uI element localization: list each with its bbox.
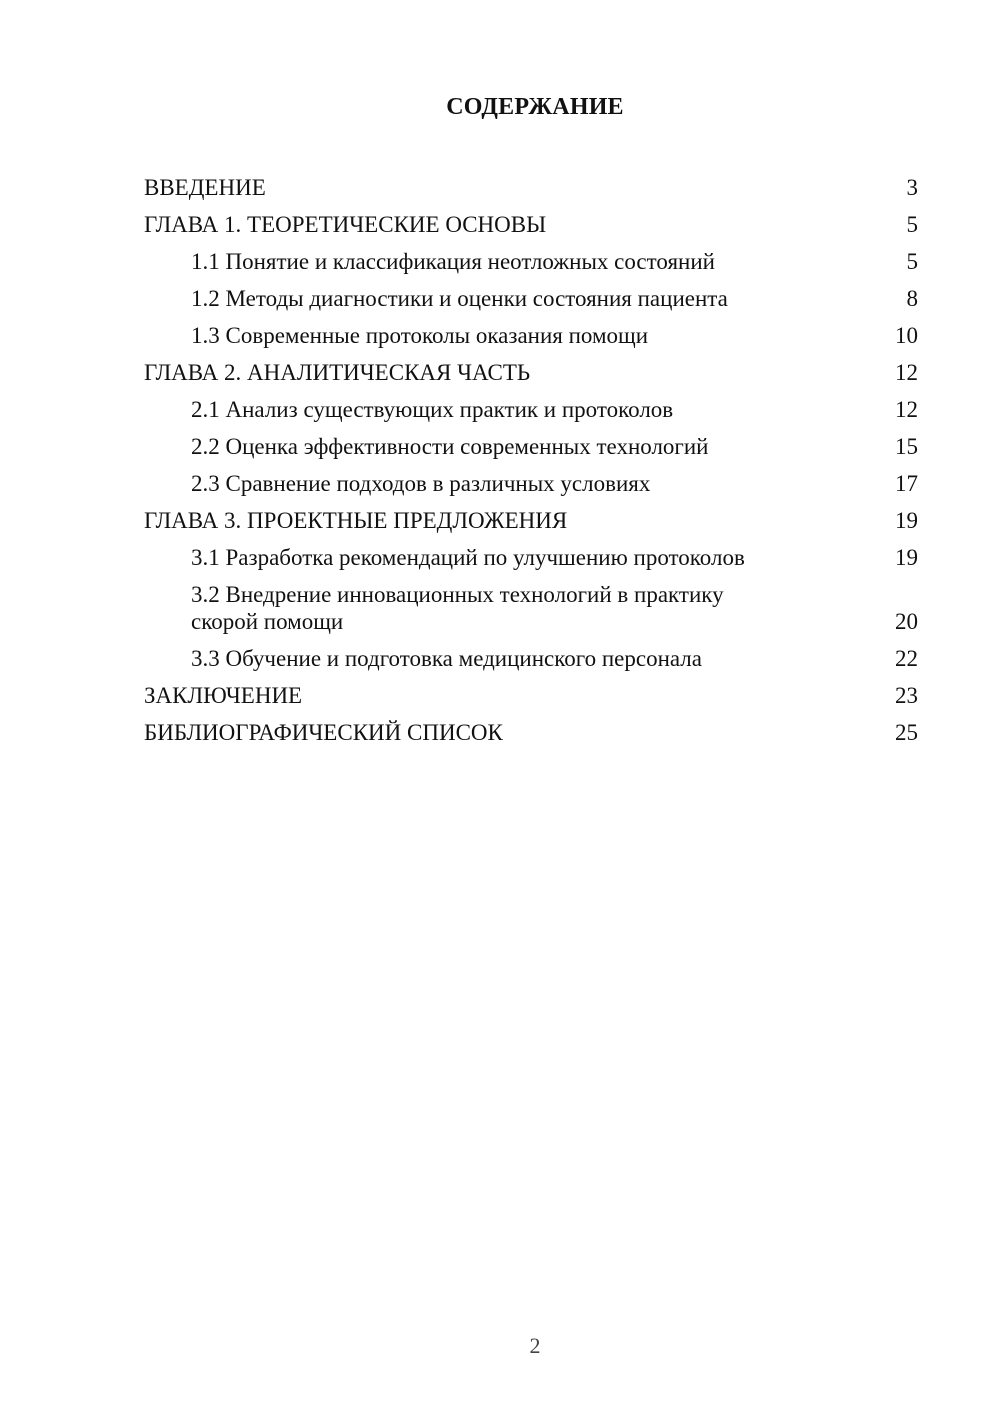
toc-entry-section-1-3[interactable] [144, 316, 918, 353]
toc-entry-label: ГЛАВА 1. ТЕОРЕТИЧЕСКИЕ ОСНОВЫ [144, 212, 547, 237]
toc-entry-section-2-1[interactable] [144, 390, 918, 427]
toc-entry-label: 2.3 Сравнение подходов в различных условиях [191, 471, 651, 496]
toc-entry-label: 3.2 Внедрение инновационных технологий в практику скорой помощи [191, 582, 724, 634]
toc-entry-section-2-3[interactable] [144, 464, 918, 501]
toc-entry-chapter-2[interactable] [144, 353, 918, 390]
toc-entry-page: 17 [895, 471, 918, 496]
toc-entry-label: 1.2 Методы диагностики и оценки состояния пациента [191, 286, 728, 311]
toc-entry-page: 19 [895, 508, 918, 533]
toc-entry-chapter-3[interactable] [144, 501, 918, 538]
toc-entry-page: 15 [895, 434, 918, 459]
toc-entry-label: 2.2 Оценка эффективности современных технологий [191, 434, 709, 459]
toc-entry-section-3-1[interactable] [144, 538, 918, 575]
toc-entry-page: 5 [906, 249, 918, 274]
toc-entry-page: 19 [895, 545, 918, 570]
table-of-contents [144, 168, 918, 750]
toc-entry-label: ГЛАВА 2. АНАЛИТИЧЕСКАЯ ЧАСТЬ [144, 360, 531, 385]
toc-entry-bibliography[interactable] [144, 713, 918, 750]
toc-title: СОДЕРЖАНИЕ [446, 94, 624, 120]
toc-entry-label: БИБЛИОГРАФИЧЕСКИЙ СПИСОК [144, 720, 503, 745]
toc-entry-section-3-2[interactable] [144, 575, 918, 639]
toc-entry-label: ЗАКЛЮЧЕНИЕ [144, 683, 303, 708]
toc-entry-label: 3.1 Разработка рекомендаций по улучшению протоколов [191, 545, 745, 570]
toc-entry-page: 8 [906, 286, 918, 311]
toc-entry-label: 2.1 Анализ существующих практик и протоколов [191, 397, 674, 422]
toc-entry-page: 23 [895, 683, 918, 708]
toc-entry-conclusion[interactable] [144, 676, 918, 713]
page-number: 2 [529, 1333, 541, 1358]
toc-entry-section-1-2[interactable] [144, 279, 918, 316]
toc-entry-page: 25 [895, 720, 918, 745]
toc-entry-page: 12 [895, 397, 918, 422]
toc-entry-page: 10 [895, 323, 918, 348]
toc-entry-label: ВВЕДЕНИЕ [144, 175, 266, 200]
toc-entry-introduction[interactable] [144, 168, 918, 205]
toc-entry-section-1-1[interactable] [144, 242, 918, 279]
toc-entry-label: 1.3 Современные протоколы оказания помощи [191, 323, 649, 348]
toc-entry-label: 3.3 Обучение и подготовка медицинского персонала [191, 646, 702, 671]
toc-entry-page: 20 [895, 609, 918, 634]
toc-entry-page: 3 [906, 175, 918, 200]
toc-entry-page: 5 [906, 212, 918, 237]
toc-entry-page: 12 [895, 360, 918, 385]
toc-entry-page: 22 [895, 646, 918, 671]
toc-entry-section-3-3[interactable] [144, 639, 918, 676]
toc-entry-label: ГЛАВА 3. ПРОЕКТНЫЕ ПРЕДЛОЖЕНИЯ [144, 508, 568, 533]
toc-entry-section-2-2[interactable] [144, 427, 918, 464]
toc-entry-label: 1.1 Понятие и классификация неотложных состояний [191, 249, 715, 274]
toc-entry-chapter-1[interactable] [144, 205, 918, 242]
